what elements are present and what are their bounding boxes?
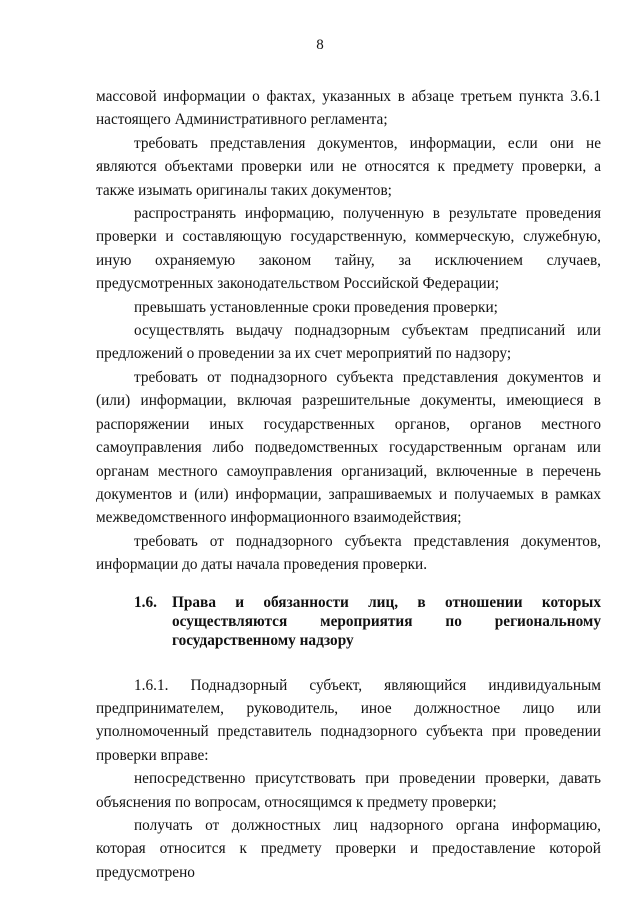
paragraph: требовать представления документов, информации, если они не являются объектами проверки или не относятся к предмету проверки, а также изымать оригиналы таких документов; bbox=[96, 134, 601, 199]
paragraph: получать от должностных лиц надзорного органа информацию, которая относится к предмету проверки и предоставление которой предусмотрено bbox=[96, 816, 601, 881]
spacer bbox=[96, 664, 601, 674]
spacer bbox=[96, 577, 601, 593]
page-number: 8 bbox=[316, 37, 324, 53]
page-body bbox=[96, 85, 601, 884]
paragraph: требовать от поднадзорного субъекта представления документов и (или) информации, включая разрешительные документы, имеющиеся в распоряжении иных государственных органов, органов местного самоуправления либо подведомственных государственным органам или органам местного самоуправления организаций, включенные в перечень документов и (или) информации, запрашиваемых и получаемых в рамках межведомственного информационного взаимодействия; bbox=[96, 368, 601, 527]
paragraph: распространять информацию, полученную в результате проведения проверки и составляющую государственную, коммерческую, служебную, иную охраняемую законом тайну, за исключением случаев, предусмотренных законодательством Российской Федерации; bbox=[96, 205, 601, 293]
paragraph: непосредственно присутствовать при проведении проверки, давать объяснения по вопросам, относящимся к предмету проверки; bbox=[96, 770, 601, 811]
paragraph: массовой информации о фактах, указанных в абзаце третьем пункта 3.6.1 настоящего Административного регламента; bbox=[96, 88, 601, 129]
section-heading bbox=[96, 593, 601, 650]
paragraph: требовать от поднадзорного субъекта представления документов, информации до даты начала проведения проверки. bbox=[96, 532, 601, 574]
section-number: 1.6. bbox=[134, 593, 157, 611]
paragraph: 1.6.1. Поднадзорный субъект, являющийся индивидуальным предпринимателем, руководитель, иное должностное лицо или уполномоченный представитель поднадзорного субъекта при проведении проверки вправе: bbox=[96, 676, 601, 764]
section-title: Права и обязанности лиц, в отношении которых осуществляются мероприятия по региональному государственному надзору bbox=[172, 593, 601, 649]
paragraph: осуществлять выдачу поднадзорным субъектам предписаний или предложений о проведении за их счет мероприятий по надзору; bbox=[96, 322, 601, 363]
paragraph: превышать установленные сроки проведения проверки; bbox=[134, 298, 498, 316]
